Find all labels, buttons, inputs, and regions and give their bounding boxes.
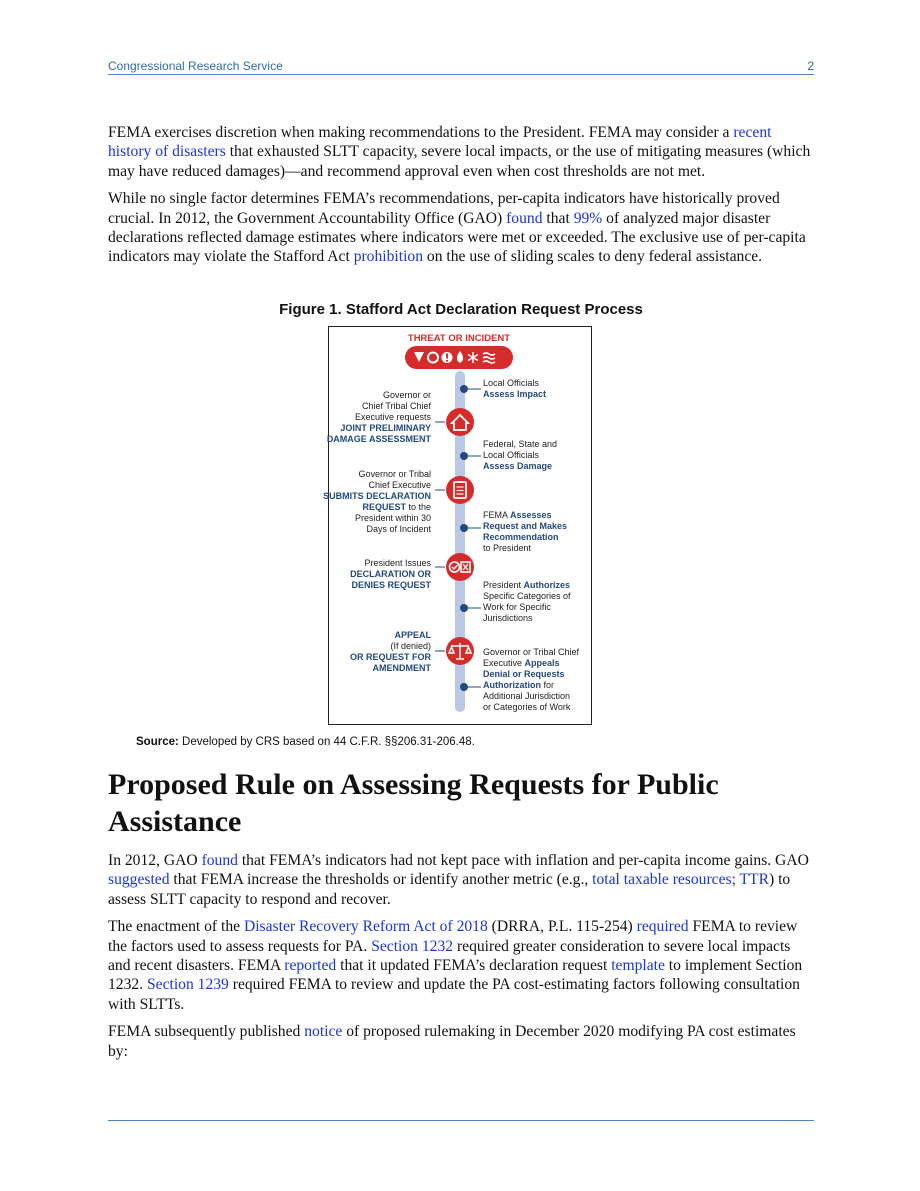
right-label-3 bbox=[483, 510, 567, 554]
left-label-2 bbox=[323, 469, 431, 535]
text-run: ) to assess SLTT capacity to respond and recover. bbox=[108, 871, 791, 908]
label-line: Days of Incident bbox=[366, 524, 431, 534]
link-99-percent[interactable]: 99% bbox=[573, 209, 603, 227]
header-org: Congressional Research Service bbox=[108, 59, 283, 73]
link-found[interactable]: found bbox=[506, 209, 543, 227]
text-run: of proposed rulemaking in December 2020 modifying PA cost estimates by: bbox=[108, 1023, 796, 1060]
label-line: Specific Categories of bbox=[483, 591, 571, 601]
label-run: Authorizes bbox=[523, 580, 571, 590]
label-line: Request and Makes bbox=[483, 521, 568, 531]
label-line: Governor or Tribal bbox=[358, 469, 431, 479]
label-line: DAMAGE ASSESSMENT bbox=[326, 434, 431, 444]
running-header bbox=[108, 58, 814, 75]
text-run: (DRRA, P.L. 115-254) bbox=[487, 918, 637, 936]
label-line: Executive requests bbox=[354, 412, 431, 422]
label-line: Federal, State and bbox=[483, 439, 558, 449]
label-line: or Categories of Work bbox=[483, 702, 571, 712]
text-run: that bbox=[542, 209, 574, 227]
link-recent-history[interactable]: recent history of disasters bbox=[108, 124, 772, 161]
paragraph-5 bbox=[108, 1022, 814, 1061]
text-run: that FEMA increase the thresholds or identify another metric (e.g., bbox=[169, 871, 593, 889]
text-run: FEMA to review the factors used to assess requests for PA. bbox=[108, 918, 798, 955]
text-run: that FEMA’s indicators had not kept pace with inflation and per-capita income gains. GAO bbox=[237, 852, 809, 869]
figure-source bbox=[136, 736, 475, 748]
label-line: Recommendation bbox=[483, 532, 559, 542]
label-line: Governor or Tribal Chief bbox=[483, 647, 580, 657]
label-run: REQUEST bbox=[362, 502, 406, 512]
label-line: President Issues bbox=[364, 558, 431, 568]
label-line: Assess Impact bbox=[483, 389, 547, 399]
label-line: AMENDMENT bbox=[372, 663, 431, 673]
source-label: Source: bbox=[136, 736, 179, 748]
label-line: Local Officials bbox=[483, 450, 539, 460]
label-run: FEMA bbox=[483, 510, 511, 520]
left-label-3 bbox=[350, 558, 431, 591]
label-line: to President bbox=[483, 543, 532, 553]
left-label-4 bbox=[350, 630, 431, 674]
link-found-2012[interactable]: found bbox=[201, 852, 238, 869]
section-text bbox=[108, 851, 814, 1069]
right-label-1 bbox=[483, 378, 546, 400]
label-line: Chief Executive bbox=[368, 480, 431, 490]
text-run: FEMA exercises discretion when making recommendations to the President. FEMA may consider a bbox=[108, 124, 734, 141]
text-run: to implement Section 1232. bbox=[108, 957, 803, 994]
paragraph-4 bbox=[108, 917, 814, 1014]
label-line: Local Officials bbox=[483, 378, 539, 388]
label-line: Additional Jurisdiction bbox=[483, 691, 571, 701]
figure-title: Figure 1. Stafford Act Declaration Request Process bbox=[279, 301, 643, 318]
text-run: While no single factor determines FEMA’s recommendations, per-capita indicators have historically proved crucial. In 2012, the Government Accountability Office (GAO) bbox=[108, 190, 780, 227]
link-drra[interactable]: Disaster Recovery Reform Act of 2018 bbox=[243, 918, 488, 936]
text-run: on the use of sliding scales to deny federal assistance. bbox=[423, 248, 763, 266]
link-suggested[interactable]: suggested bbox=[108, 871, 170, 889]
label-run: Authorization bbox=[483, 680, 541, 690]
label-line: DENIES REQUEST bbox=[351, 580, 431, 590]
label-line: JOINT PRELIMINARY bbox=[340, 423, 431, 433]
label-run: Executive bbox=[483, 658, 525, 668]
label-line: President within 30 bbox=[354, 513, 431, 523]
text-run: FEMA subsequently published bbox=[108, 1023, 305, 1041]
label-run: Assesses bbox=[510, 510, 552, 520]
link-section-1239[interactable]: Section 1239 bbox=[146, 976, 229, 994]
right-label-2 bbox=[483, 439, 557, 472]
banner-label: THREAT OR INCIDENT bbox=[407, 333, 511, 344]
label-run: for bbox=[541, 680, 555, 690]
label-line: Assess Damage bbox=[483, 461, 553, 471]
right-label-4 bbox=[483, 580, 571, 624]
paragraph-3 bbox=[108, 851, 814, 909]
link-reported[interactable]: reported bbox=[284, 957, 337, 975]
section-heading: Proposed Rule on Assessing Requests for Public Assistance bbox=[108, 768, 719, 838]
step-submit-request bbox=[446, 476, 474, 504]
footer-rule bbox=[108, 1120, 814, 1121]
link-required[interactable]: required bbox=[636, 918, 689, 936]
label-run: to the bbox=[405, 502, 431, 512]
left-label-1 bbox=[327, 390, 431, 445]
label-line: Denial or Requests bbox=[483, 669, 565, 679]
text-run: required greater consideration to severe local impacts and recent disasters. FEMA bbox=[108, 937, 791, 975]
label-line: Work for Specific bbox=[483, 602, 551, 612]
label-line: (If denied) bbox=[390, 641, 431, 651]
text-run: required FEMA to review and update the PA cost-estimating factors following consultation with SLTTs. bbox=[108, 976, 800, 1013]
label-line: DECLARATION OR bbox=[350, 569, 431, 579]
right-label-5 bbox=[483, 647, 579, 713]
link-prohibition[interactable]: prohibition bbox=[353, 248, 423, 266]
intro-text bbox=[108, 123, 814, 275]
step-joint-assessment bbox=[446, 408, 474, 436]
label-line: OR REQUEST FOR bbox=[349, 652, 431, 662]
label-line: Jurisdictions bbox=[483, 613, 533, 623]
label-line: Chief Tribal Chief bbox=[361, 401, 431, 411]
paragraph-1 bbox=[108, 123, 814, 181]
link-notice[interactable]: notice bbox=[304, 1023, 343, 1041]
source-text: Developed by CRS based on 44 C.F.R. §§206.31-206.48. bbox=[178, 736, 475, 748]
label-line: SUBMITS DECLARATION bbox=[323, 491, 431, 501]
text-run: that it updated FEMA’s declaration request bbox=[336, 957, 612, 975]
link-template[interactable]: template bbox=[611, 957, 665, 975]
text-run: In 2012, GAO bbox=[108, 852, 202, 869]
text-run: The enactment of the bbox=[108, 918, 244, 936]
link-ttr[interactable]: total taxable resources; TTR bbox=[592, 871, 769, 889]
page-number: 2 bbox=[807, 59, 814, 73]
text-run: that exhausted SLTT capacity, severe local impacts, or the use of mitigating measures (which may have reduced damages)—and recommend approval even when cost thresholds are not met. bbox=[108, 143, 811, 180]
process-figure bbox=[323, 326, 592, 725]
label-run: President bbox=[483, 580, 524, 590]
label-line: APPEAL bbox=[394, 630, 431, 640]
paragraph-2 bbox=[108, 189, 814, 267]
label-run: Appeals bbox=[524, 658, 560, 668]
text-run: of analyzed major disaster declarations reflected damage estimates where indicators were met or exceeded. The exclusive use of per-capita indicators may violate the Stafford Act bbox=[108, 209, 806, 266]
step-appeal bbox=[446, 637, 474, 665]
label-line: Governor or bbox=[382, 390, 431, 400]
link-section-1232[interactable]: Section 1232 bbox=[371, 937, 454, 955]
step-decision bbox=[446, 553, 474, 581]
